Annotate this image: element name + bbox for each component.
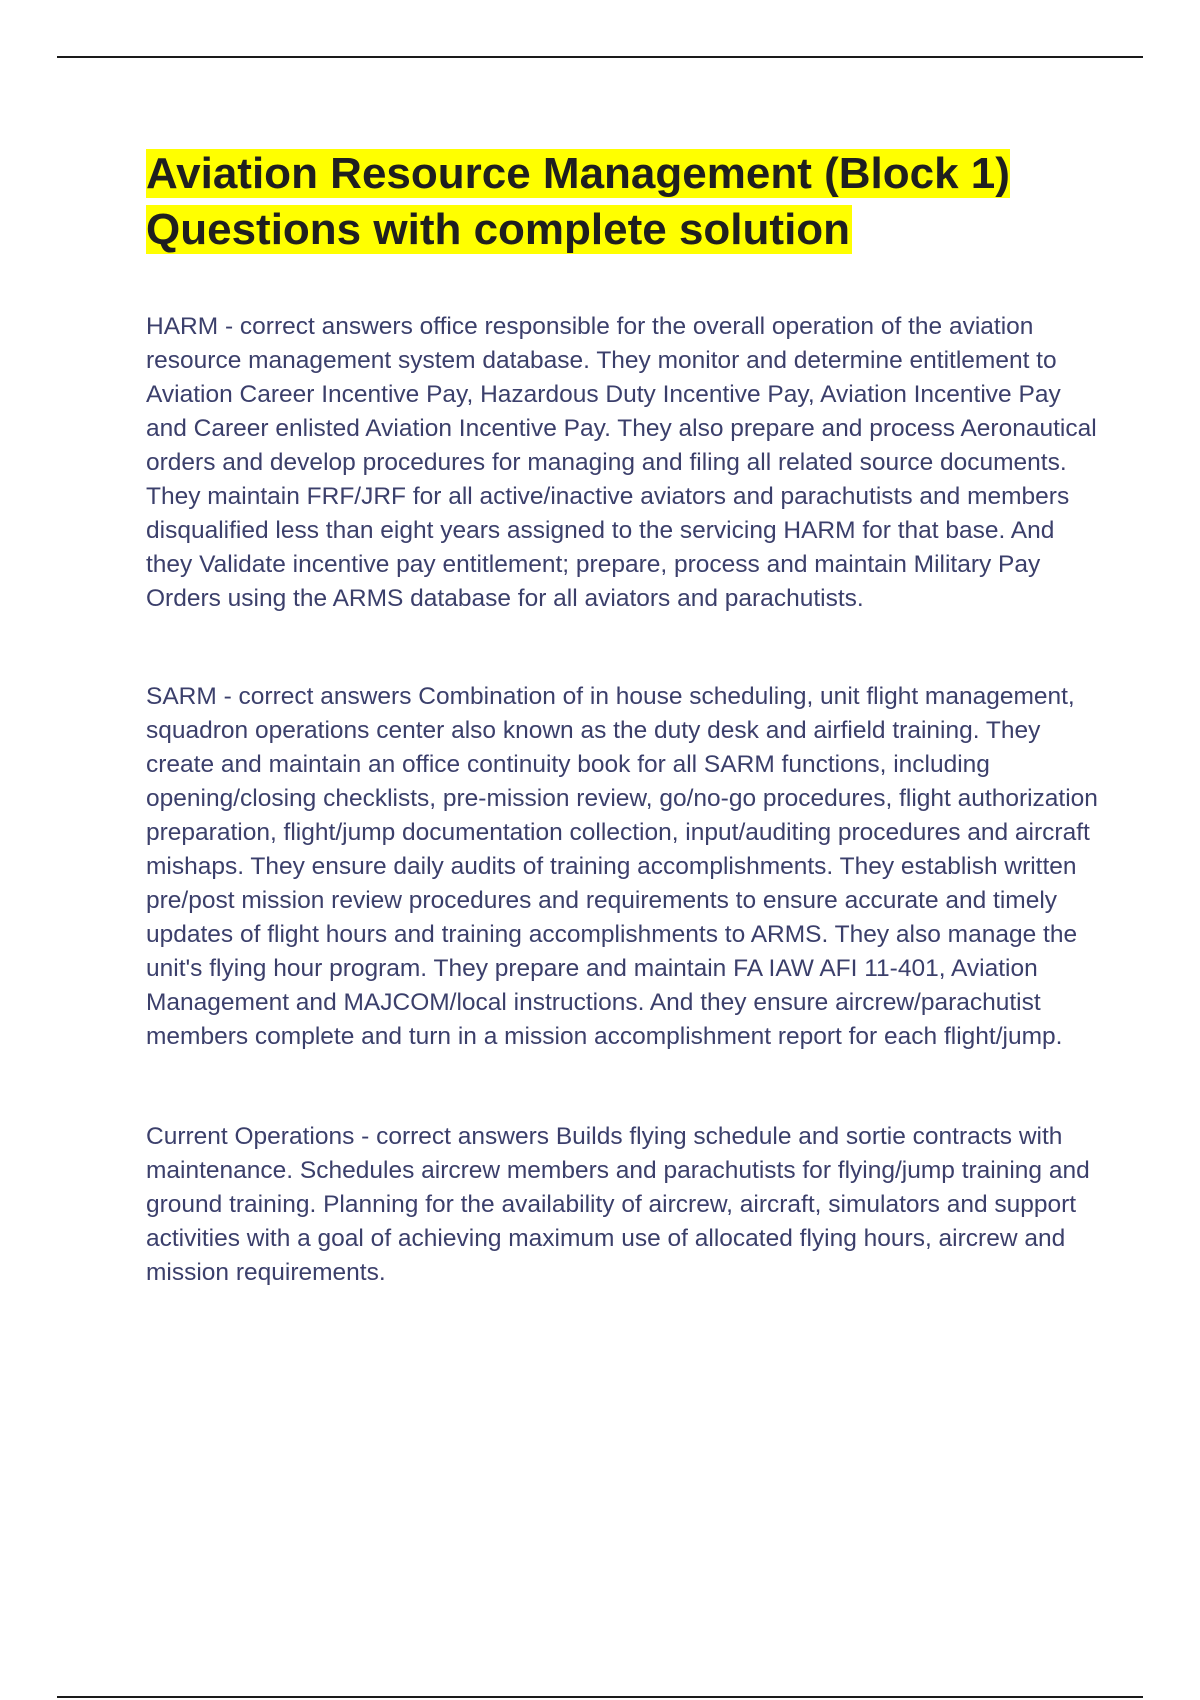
document-title [146, 146, 1106, 258]
entry-current-operations: Current Operations - correct answers Builds flying schedule and sortie contracts with maintenance. Schedules aircrew members and parachutists for flying/jump training and ground training. Planning for the availability of aircrew, aircraft, simulators and support activities with a goal of achieving maximum use of allocated flying hours, aircrew and mission requirements. [146, 1123, 1090, 1286]
entry-sarm: SARM - correct answers Combination of in house scheduling, unit flight management, squadron operations center also known as the duty desk and airfield training. They create and maintain an office continuity book for all SARM functions, including opening/closing checklists, pre-mission review, go/no-go procedures, flight authorization preparation, flight/jump documentation collection, input/auditing procedures and aircraft mishaps. They ensure daily audits of training accomplishments. They establish written pre/post mission review procedures and requirements to ensure accurate and timely updates of flight hours and training accomplishments to ARMS. They also manage the unit's flying hour program. They prepare and maintain FA IAW AFI 11-401, Aviation Management and MAJCOM/local instructions. And they ensure aircrew/parachutist members complete and turn in a mission accomplishment report for each flight/jump. [146, 683, 1098, 1050]
entry-harm: HARM - correct answers office responsible for the overall operation of the aviation resource management system database. They monitor and determine entitlement to Aviation Career Incentive Pay, Hazardous Duty Incentive Pay, Aviation Incentive Pay and Career enlisted Aviation Incentive Pay. They also prepare and process Aeronautical orders and develop procedures for managing and filing all related source documents. They maintain FRF/JRF for all active/inactive aviators and parachutists and members disqualified less than eight years assigned to the servicing HARM for that base. And they Validate incentive pay entitlement; prepare, process and maintain Military Pay Orders using the ARMS database for all aviators and parachutists. [146, 313, 1097, 612]
bottom-rule [57, 1696, 1143, 1698]
title-highlight: Aviation Resource Management (Block 1) Questions with complete solution [146, 149, 1010, 254]
top-rule [57, 56, 1143, 58]
document-body [146, 146, 1106, 1290]
